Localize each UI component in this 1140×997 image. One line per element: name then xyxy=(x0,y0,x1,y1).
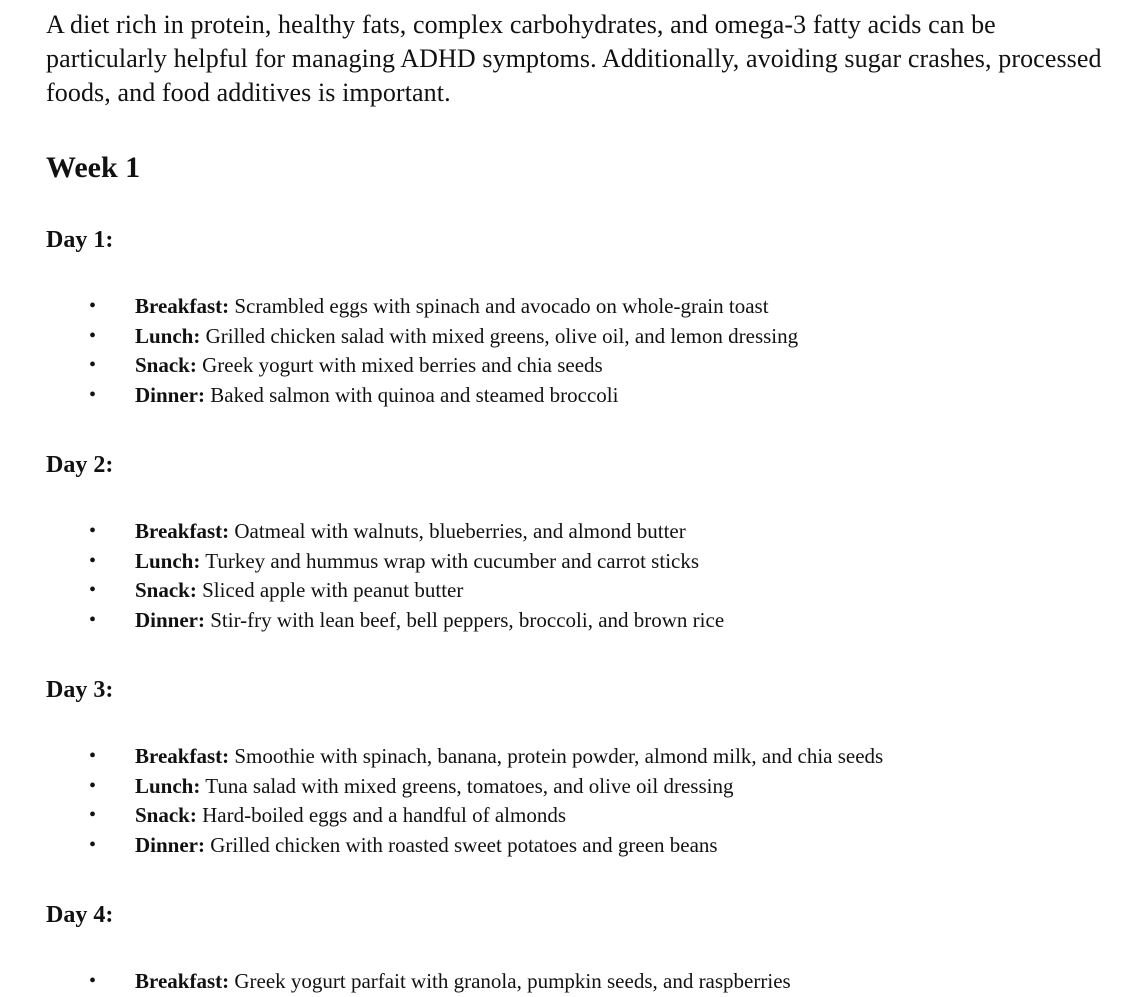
meal-item xyxy=(46,606,1106,636)
meal-text: Baked salmon with quinoa and steamed broccoli xyxy=(205,382,619,407)
meal-text: Oatmeal with walnuts, blueberries, and almond butter xyxy=(229,519,686,543)
meal-item xyxy=(46,967,1106,997)
intro-paragraph: A diet rich in protein, healthy fats, complex carbohydrates, and omega-3 fatty acids can be particularly helpful for managing ADHD symptoms. Additionally, avoiding sugar crashes, processed foods, and food additives is important. xyxy=(46,10,1102,107)
meal-label: Snack: xyxy=(135,353,197,377)
bullet-icon: • xyxy=(89,549,97,572)
meal-text: Greek yogurt parfait with granola, pumpkin seeds, and raspberries xyxy=(229,969,791,993)
bullet-icon: • xyxy=(89,774,97,797)
bullet-icon: • xyxy=(89,833,97,856)
meal-label: Lunch: xyxy=(135,548,201,573)
meal-item xyxy=(46,801,1106,831)
meal-text: Turkey and hummus wrap with cucumber and carrot sticks xyxy=(200,548,700,573)
meal-item xyxy=(46,576,1106,606)
meal-text: Scrambled eggs with spinach and avocado on whole-grain toast xyxy=(229,294,769,318)
meal-text: Sliced apple with peanut butter xyxy=(196,578,464,602)
bullet-icon: • xyxy=(89,970,97,992)
bullet-icon: • xyxy=(89,383,97,406)
meal-label: Snack: xyxy=(135,578,197,602)
meal-label: Snack: xyxy=(135,803,197,827)
meal-item xyxy=(46,322,1106,352)
bullet-icon: • xyxy=(89,324,97,347)
meal-item xyxy=(46,742,1106,772)
bullet-icon: • xyxy=(89,804,97,826)
meal-item xyxy=(46,292,1106,322)
bullet-icon: • xyxy=(89,520,97,542)
meal-item xyxy=(46,351,1106,381)
bullet-icon: • xyxy=(89,745,97,767)
meal-label: Dinner: xyxy=(135,832,205,857)
day-heading: Day 3: xyxy=(46,677,114,703)
day-section xyxy=(46,225,1106,410)
meal-list xyxy=(46,967,1106,997)
bullet-icon: • xyxy=(89,579,97,601)
day-section xyxy=(46,450,1106,635)
meal-label: Lunch: xyxy=(135,773,201,798)
meal-text: Tuna salad with mixed greens, tomatoes, and olive oil dressing xyxy=(200,773,734,798)
meal-label: Dinner: xyxy=(135,382,205,407)
day-section xyxy=(46,900,1106,997)
meal-text: Smoothie with spinach, banana, protein powder, almond milk, and chia seeds xyxy=(229,744,884,768)
meal-label: Breakfast: xyxy=(135,744,230,768)
meal-label: Lunch: xyxy=(135,323,201,348)
meal-label: Breakfast: xyxy=(135,519,230,543)
day-heading: Day 4: xyxy=(46,902,114,928)
day-section xyxy=(46,675,1106,860)
meal-item xyxy=(46,547,1106,577)
bullet-icon: • xyxy=(89,608,97,631)
meal-item xyxy=(46,381,1106,411)
meal-list xyxy=(46,292,1106,410)
meal-item xyxy=(46,517,1106,547)
meal-text: Greek yogurt with mixed berries and chia seeds xyxy=(196,353,603,377)
meal-text: Grilled chicken salad with mixed greens, olive oil, and lemon dressing xyxy=(200,323,799,348)
meal-label: Breakfast: xyxy=(135,294,230,318)
meal-label: Breakfast: xyxy=(135,969,230,993)
meal-list xyxy=(46,742,1106,860)
meal-text: Hard-boiled eggs and a handful of almonds xyxy=(196,803,567,827)
meal-text: Grilled chicken with roasted sweet potatoes and green beans xyxy=(205,832,718,857)
meal-label: Dinner: xyxy=(135,607,205,632)
day-heading: Day 1: xyxy=(46,227,114,253)
meal-item xyxy=(46,772,1106,802)
bullet-icon: • xyxy=(89,354,97,376)
bullet-icon: • xyxy=(89,295,97,317)
meal-list xyxy=(46,517,1106,635)
week-heading: Week 1 xyxy=(46,151,141,184)
meal-item xyxy=(46,831,1106,861)
day-heading: Day 2: xyxy=(46,452,114,478)
document-page xyxy=(46,8,1106,997)
meal-text: Stir-fry with lean beef, bell peppers, broccoli, and brown rice xyxy=(205,607,725,632)
